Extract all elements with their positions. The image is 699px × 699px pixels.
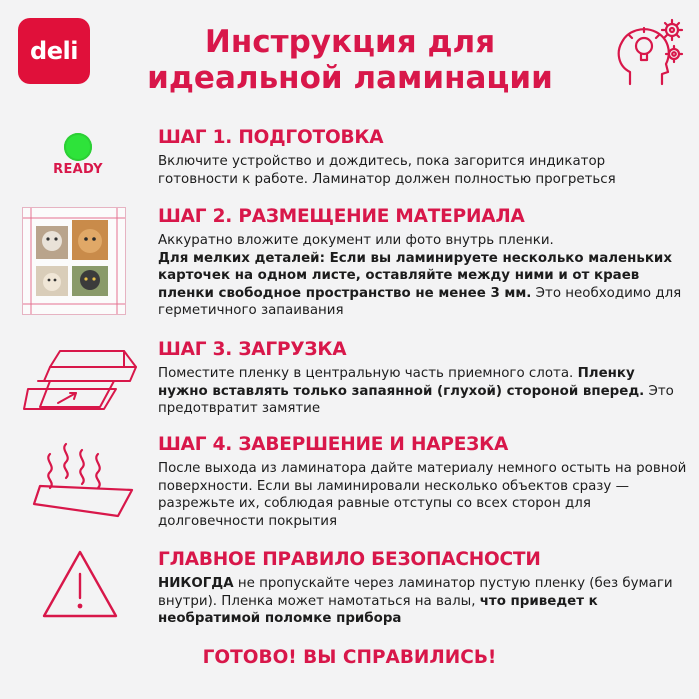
ready-indicator-icon <box>64 133 92 161</box>
hot-sheet-icon <box>20 440 140 520</box>
done-message: ГОТОВО! ВЫ СПРАВИЛИСЬ! <box>202 647 497 668</box>
step-2-tail: Это необходимо для герметичного запаивания <box>158 285 682 319</box>
safety-heading: ГЛАВНОЕ ПРАВИЛО БЕЗОПАСНОСТИ <box>158 549 541 570</box>
step-3-tail: Это предотвратит замятие <box>158 383 674 417</box>
step-3-text <box>158 365 688 418</box>
step-4 <box>158 434 688 530</box>
safety-bold-consequence: что приведет к необратимой поломке прибора <box>158 593 598 627</box>
step-4-text: После выхода из ламинатора дайте материалу немного остыть на ровной поверхности. Если вы ламинировали несколько объектов сразу — разрежьте их, соблюдая равные отступы со всех сторон для долговечности покрытия <box>158 461 687 529</box>
photo-cards-icon <box>22 207 126 315</box>
page-title <box>120 24 580 96</box>
logo-text: deli <box>30 37 78 65</box>
step-3-bold: Пленку нужно вставлять только запаянной (глухой) стороной вперед. <box>158 366 645 399</box>
step-3-lead: Поместите пленку в центральную часть приемного слота. <box>158 366 578 381</box>
head-gears-icon <box>610 14 686 92</box>
step-2-text-1: Аккуратно вложите документ или фото внутрь пленки. <box>158 233 554 248</box>
safety-bold-never: НИКОГДА <box>158 576 234 591</box>
title-line-1: Инструкция для <box>204 24 496 60</box>
step-3-heading: ШАГ 3. ЗАГРУЗКА <box>158 339 347 360</box>
title-line-2: идеальной ламинации <box>147 60 553 96</box>
step-3 <box>158 339 688 418</box>
step-2-text-2 <box>158 250 688 320</box>
step-2-bold: Для мелких деталей: Если вы ламинируете несколько маленьких карточек на одном листе, оставляйте между ними и от краев пленки свободное пространство не менее 3 мм. <box>158 250 672 301</box>
step-2-heading: ШАГ 2. РАЗМЕЩЕНИЕ МАТЕРИАЛА <box>158 206 525 227</box>
step-4-heading: ШАГ 4. ЗАВЕРШЕНИЕ И НАРЕЗКА <box>158 434 509 455</box>
safety-rule <box>158 549 688 628</box>
step-1-heading: ШАГ 1. ПОДГОТОВКА <box>158 127 384 148</box>
deli-logo <box>18 18 90 84</box>
laminator-icon <box>20 345 140 415</box>
safety-body: не пропускайте через ламинатор пустую пленку (без бумаги внутри). Пленка может намотаться на валы, <box>158 576 673 609</box>
safety-text <box>158 575 688 628</box>
step-2 <box>158 206 688 320</box>
step-1-text: Включите устройство и дождитесь, пока загорится индикатор готовности к работе. Ламинатор должен полностью прогреться <box>158 154 616 187</box>
step-1 <box>158 127 688 188</box>
warning-icon <box>40 548 120 622</box>
ready-label: READY <box>53 162 103 177</box>
